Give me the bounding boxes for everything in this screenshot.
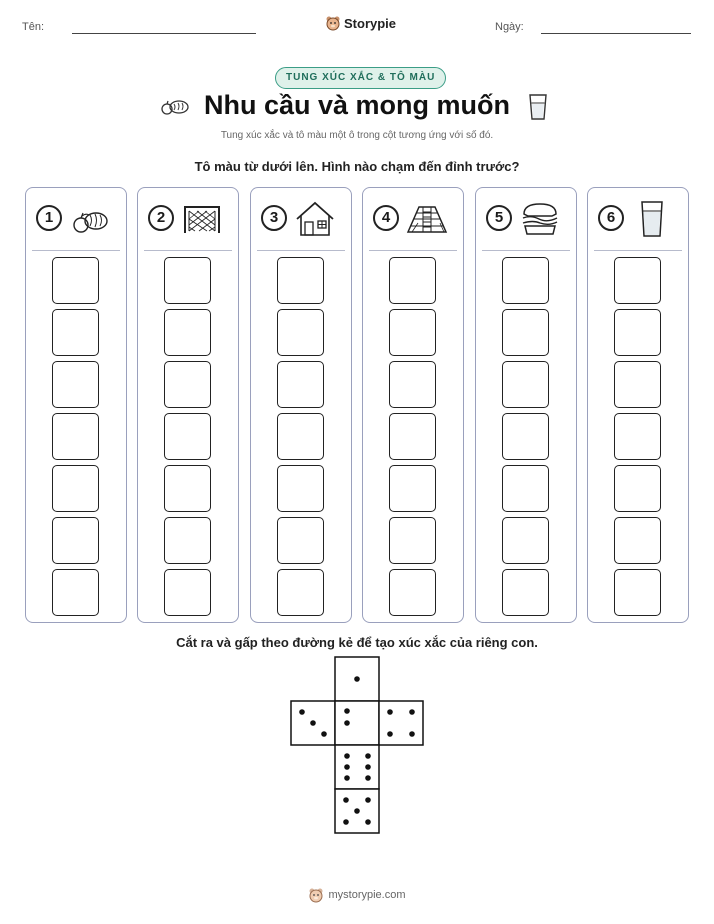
column-number: 5 <box>486 205 512 231</box>
color-cell[interactable] <box>389 413 436 460</box>
color-cell[interactable] <box>614 361 661 408</box>
footer <box>0 887 714 903</box>
column-number: 3 <box>261 205 287 231</box>
color-cell[interactable] <box>614 413 661 460</box>
color-cell[interactable] <box>389 569 436 616</box>
dice-face-2 <box>335 701 379 745</box>
name-line[interactable] <box>72 33 256 34</box>
column-2 <box>137 187 239 623</box>
color-cell[interactable] <box>502 413 549 460</box>
color-cell[interactable] <box>52 413 99 460</box>
color-cell[interactable] <box>164 569 211 616</box>
water-glass-icon <box>631 200 673 238</box>
color-cell[interactable] <box>277 257 324 304</box>
color-cell[interactable] <box>502 257 549 304</box>
name-label: Tên: <box>22 21 45 33</box>
soccer-goal-icon <box>181 200 223 238</box>
column-divider <box>369 250 457 251</box>
brand-name: Storypie <box>344 15 397 31</box>
color-cell[interactable] <box>389 309 436 356</box>
water-glass-icon <box>527 92 549 122</box>
column-3 <box>250 187 352 623</box>
pyramid-icon <box>406 200 448 238</box>
column-divider <box>257 250 345 251</box>
house-icon <box>294 200 336 238</box>
color-cell[interactable] <box>52 257 99 304</box>
color-cell[interactable] <box>502 309 549 356</box>
activity-badge: TUNG XÚC XẮC & TÔ MÀU <box>275 67 446 89</box>
bear-logo-icon <box>308 887 324 903</box>
column-divider <box>482 250 570 251</box>
footer-link[interactable]: mystorypie.com <box>328 889 406 901</box>
dice-instruction: Cắt ra và gấp theo đường kẻ để tạo xúc xắc của riêng con. <box>176 635 538 650</box>
color-cell[interactable] <box>277 309 324 356</box>
column-number: 1 <box>36 205 62 231</box>
dice-face-4 <box>379 701 423 745</box>
fruit-bread-icon <box>69 200 111 238</box>
column-number: 6 <box>598 205 624 231</box>
color-cell[interactable] <box>164 257 211 304</box>
page-title: Nhu cầu và mong muốn <box>204 90 511 120</box>
column-divider <box>32 250 120 251</box>
color-cell[interactable] <box>277 413 324 460</box>
coloring-instruction: Tô màu từ dưới lên. Hình nào chạm đến đỉnh trước? <box>194 159 520 174</box>
column-4 <box>362 187 464 623</box>
color-cell[interactable] <box>614 257 661 304</box>
color-cell[interactable] <box>52 569 99 616</box>
color-cell[interactable] <box>614 569 661 616</box>
column-divider <box>144 250 232 251</box>
color-cell[interactable] <box>502 517 549 564</box>
sandwich-icon <box>519 200 561 238</box>
fruit-bread-icon <box>160 95 190 117</box>
color-cell[interactable] <box>277 465 324 512</box>
date-label: Ngày: <box>495 21 524 33</box>
dice-face-6 <box>335 745 379 789</box>
color-cell[interactable] <box>614 517 661 564</box>
date-line[interactable] <box>541 33 691 34</box>
color-cell[interactable] <box>52 465 99 512</box>
color-cell[interactable] <box>277 517 324 564</box>
color-cell[interactable] <box>389 257 436 304</box>
brand-logo <box>325 14 396 32</box>
bear-logo-icon <box>325 15 341 31</box>
color-cell[interactable] <box>164 465 211 512</box>
column-5 <box>475 187 577 623</box>
column-number: 4 <box>373 205 399 231</box>
color-cell[interactable] <box>164 361 211 408</box>
color-cell[interactable] <box>164 309 211 356</box>
color-cell[interactable] <box>52 361 99 408</box>
color-cell[interactable] <box>389 361 436 408</box>
subtitle: Tung xúc xắc và tô màu một ô trong cột tương ứng với số đó. <box>220 130 494 141</box>
color-cell[interactable] <box>502 361 549 408</box>
color-cell[interactable] <box>389 517 436 564</box>
color-cell[interactable] <box>389 465 436 512</box>
column-divider <box>594 250 682 251</box>
color-cell[interactable] <box>164 413 211 460</box>
color-cell[interactable] <box>614 309 661 356</box>
color-cell[interactable] <box>277 569 324 616</box>
color-cell[interactable] <box>164 517 211 564</box>
color-cell[interactable] <box>502 465 549 512</box>
color-cell[interactable] <box>502 569 549 616</box>
column-number: 2 <box>148 205 174 231</box>
color-cell[interactable] <box>52 517 99 564</box>
color-cell[interactable] <box>614 465 661 512</box>
dice-net[interactable] <box>290 656 426 836</box>
column-1 <box>25 187 127 623</box>
color-cell[interactable] <box>52 309 99 356</box>
color-cell[interactable] <box>277 361 324 408</box>
column-6 <box>587 187 689 623</box>
